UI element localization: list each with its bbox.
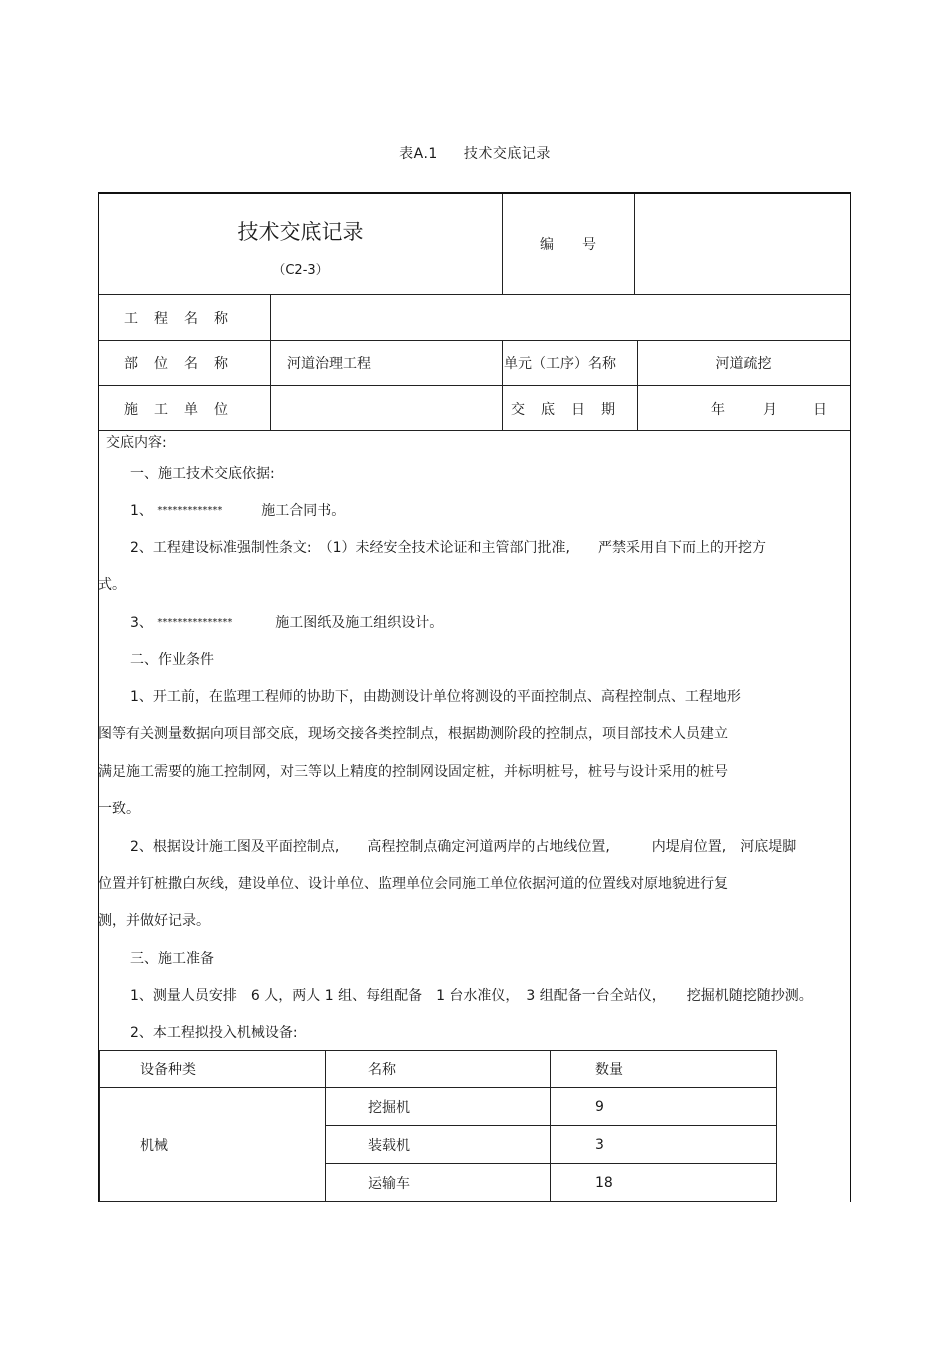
section-2-item-1-line: 满足施工需要的施工控制网，对三等以上精度的控制网设固定桩，并标明桩号，桩号与设计采用的桩号 xyxy=(98,764,728,780)
date-year[interactable]: 年 xyxy=(711,402,725,418)
row-divider xyxy=(99,385,850,386)
section-2-item-1-line: 图等有关测量数据向项目部交底，现场交接各类控制点，根据勘测阶段的控制点，项目部技术人员建立 xyxy=(98,726,728,742)
section-3-item-2: 2、本工程拟投入机械设备: xyxy=(130,1025,298,1041)
table-row xyxy=(100,1088,777,1126)
item-prefix: 1、 xyxy=(130,503,153,519)
section-3-item-1: 1、测量人员安排 6 人，两人 1 组、每组配备 1 台水准仪， 3 组配备一台全站仪， 挖掘机随挖随抄测。 xyxy=(130,988,813,1004)
caption-code: 表A.1 xyxy=(399,146,438,162)
date-day[interactable]: 日 xyxy=(813,402,827,418)
equipment-quantity: 9 xyxy=(551,1088,777,1126)
equipment-table xyxy=(99,1050,777,1202)
col-divider xyxy=(270,294,271,430)
unit-process-value[interactable]: 河道疏挖 xyxy=(715,356,772,372)
section-2-title: 二、作业条件 xyxy=(130,652,214,668)
section-1-item-2-line: 式。 xyxy=(98,577,126,593)
section-1-title: 一、施工技术交底依据: xyxy=(130,466,275,482)
caption-title: 技术交底记录 xyxy=(463,146,551,162)
section-1-item-3 xyxy=(130,614,443,632)
equipment-quantity: 3 xyxy=(551,1126,777,1164)
header-quantity: 数量 xyxy=(551,1051,777,1088)
section-2-item-2-line: 测，并做好记录。 xyxy=(98,913,210,929)
equipment-name: 挖掘机 xyxy=(326,1088,551,1126)
section-2-item-2-line: 2、根据设计施工图及平面控制点, 高程控制点确定河道两岸的占地线位置, 内堤肩位置, 河底堤脚 xyxy=(130,839,797,855)
row-divider xyxy=(99,294,850,295)
col-divider xyxy=(634,194,635,294)
col-divider xyxy=(502,340,503,430)
category-cell: 机械 xyxy=(100,1088,326,1202)
header-category: 设备种类 xyxy=(100,1051,326,1088)
section-3-title: 三、施工准备 xyxy=(130,951,214,967)
section-2-item-2-line: 位置并钉桩撒白灰线，建设单位、设计单位、监理单位会同施工单位依据河道的位置线对原地貌进行复 xyxy=(98,876,728,892)
section-1-item-2-line: 2、工程建设标准强制性条文: （1）未经安全技术论证和主管部门批准, 严禁采用自下而上的开挖方 xyxy=(130,540,766,556)
equipment-name: 装载机 xyxy=(326,1126,551,1164)
form-title: 技术交底记录 xyxy=(237,220,364,244)
redacted-placeholder: ************* xyxy=(157,505,223,516)
equipment-name: 运输车 xyxy=(326,1164,551,1202)
content-heading: 交底内容: xyxy=(106,435,167,451)
equipment-quantity: 18 xyxy=(551,1164,777,1202)
redacted-placeholder: *************** xyxy=(157,617,233,628)
row-divider xyxy=(99,430,850,431)
table-header-row xyxy=(100,1051,777,1088)
item-text: 施工图纸及施工组织设计。 xyxy=(275,615,444,631)
section-1-item-1 xyxy=(130,502,345,520)
section-2-item-1-line: 1、开工前，在监理工程师的协助下，由勘测设计单位将测设的平面控制点、高程控制点、工程地形 xyxy=(130,689,741,705)
unit-process-label: 单元（工序）名称 xyxy=(504,356,616,372)
date-label: 交 底 日 期 xyxy=(511,402,616,418)
section-2-item-1-line: 一致。 xyxy=(98,801,140,817)
builder-label: 施 工 单 位 xyxy=(124,402,229,418)
item-prefix: 3、 xyxy=(130,615,153,631)
document-caption xyxy=(0,143,950,163)
item-text: 施工合同书。 xyxy=(261,503,346,519)
number-label: 编 号 xyxy=(540,237,596,253)
date-month[interactable]: 月 xyxy=(763,402,777,418)
row-divider xyxy=(99,340,850,341)
project-name-label: 工 程 名 称 xyxy=(124,311,229,327)
part-name-label: 部 位 名 称 xyxy=(124,356,229,372)
part-name-value[interactable]: 河道治理工程 xyxy=(287,356,371,372)
form-code: （C2-3） xyxy=(272,263,329,278)
header-name: 名称 xyxy=(326,1051,551,1088)
